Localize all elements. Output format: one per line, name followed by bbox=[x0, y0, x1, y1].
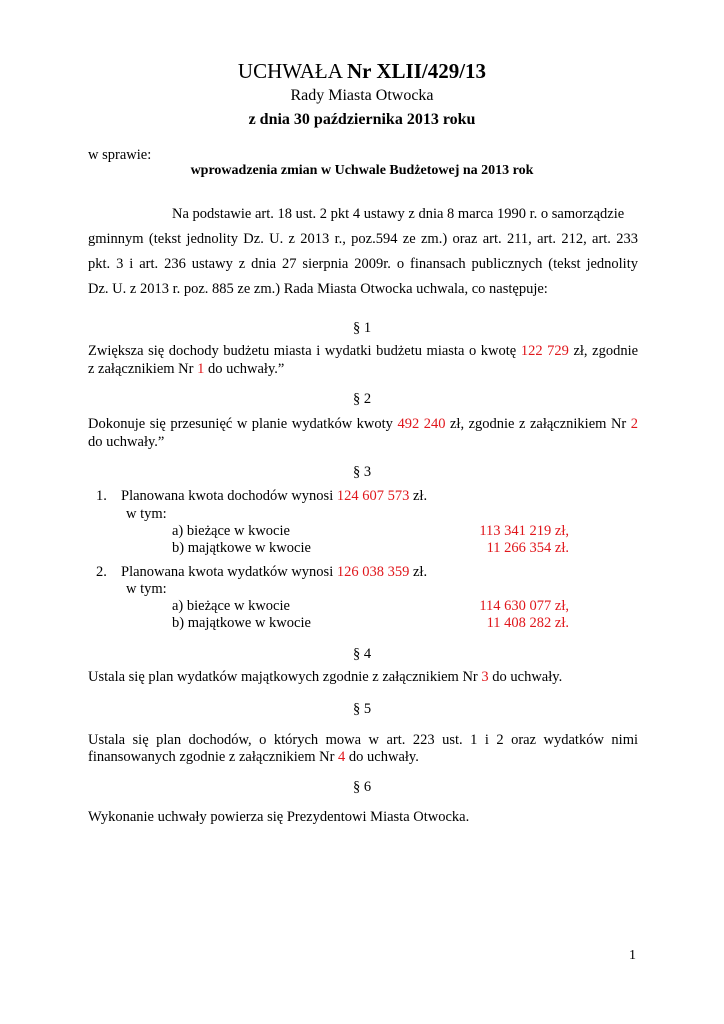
title-prefix: UCHWAŁA bbox=[237, 59, 342, 83]
section-1-amount: 122 729 bbox=[520, 343, 569, 359]
preamble-line-4: Dz. U. z 2013 r. poz. 885 ze zm.) Rada Miasta Otwocka uchwala, co następuje: bbox=[88, 281, 548, 297]
section-4-text-end: do uchwały. bbox=[492, 669, 563, 685]
section-4-attachment-number: 3 bbox=[481, 669, 489, 685]
section-3-mark: § 3 bbox=[352, 464, 372, 480]
section-3-item-1-wtym: w tym: bbox=[126, 506, 167, 522]
section-5-attachment-number: 4 bbox=[338, 749, 346, 765]
section-2-line-2: do uchwały.” bbox=[88, 434, 165, 450]
preamble-line-2: gminnym (tekst jednolity Dz. U. z 2013 r., poz.594 ze zm.) oraz art. 211, art. 212, art. 233 bbox=[88, 231, 638, 247]
title-number: Nr XLII/429/13 bbox=[347, 59, 487, 83]
council-name: Rady Miasta Otwocka bbox=[290, 87, 434, 104]
section-2-text: Dokonuje się przesunięć w planie wydatków kwoty bbox=[88, 416, 393, 432]
section-5-line-2-text: finansowanych zgodnie z załącznikiem Nr bbox=[88, 749, 335, 765]
section-5-line-2-end: do uchwały. bbox=[348, 749, 419, 765]
section-4-mark: § 4 bbox=[352, 646, 372, 662]
section-1-attachment-number: 1 bbox=[197, 361, 205, 377]
income-current-label: a) bieżące w kwocie bbox=[172, 523, 290, 539]
income-total-label: Planowana kwota dochodów wynosi bbox=[121, 488, 334, 504]
income-total-amount: 124 607 573 bbox=[336, 488, 410, 504]
section-1-line-2 bbox=[88, 360, 284, 378]
expense-total-unit: zł. bbox=[412, 564, 428, 580]
section-5-line-1: Ustala się plan dochodów, o których mowa w art. 223 ust. 1 i 2 oraz wydatków nimi bbox=[88, 732, 638, 748]
section-1-line-2-end: do uchwały.” bbox=[207, 361, 285, 377]
page-number: 1 bbox=[629, 948, 636, 963]
resolution-title bbox=[0, 58, 724, 84]
expense-capital-label: b) majątkowe w kwocie bbox=[172, 615, 311, 631]
preamble-line-1: Na podstawie art. 18 ust. 2 pkt 4 ustawy z dnia 8 marca 1990 r. o samorządzie bbox=[172, 206, 625, 222]
section-1-line-2-text: z załącznikiem Nr bbox=[88, 361, 194, 377]
section-3-item-1-number: 1. bbox=[96, 488, 107, 504]
income-current-value: 113 341 219 zł, bbox=[479, 523, 569, 539]
preamble-line-3: pkt. 3 i art. 236 ustawy z dnia 27 sierpnia 2009r. o finansach publicznych (tekst jednolity bbox=[88, 256, 638, 272]
section-1-text-end: zł, zgodnie bbox=[573, 343, 639, 359]
subject-label: w sprawie: bbox=[88, 147, 152, 163]
section-6-text: Wykonanie uchwały powierza się Prezydentowi Miasta Otwocka. bbox=[88, 809, 470, 825]
section-2-text-end: zł, zgodnie z załącznikiem Nr bbox=[449, 416, 627, 432]
section-1-line-1 bbox=[88, 342, 638, 360]
resolution-date: z dnia 30 października 2013 roku bbox=[248, 111, 476, 128]
subject-text: wprowadzenia zmian w Uchwale Budżetowej na 2013 rok bbox=[190, 163, 534, 178]
expense-capital-value: 11 408 282 zł. bbox=[486, 615, 569, 631]
section-1-text: Zwiększa się dochody budżetu miasta i wydatki budżetu miasta o kwotę bbox=[88, 343, 517, 359]
section-4-text-start: Ustala się plan wydatków majątkowych zgodnie z załącznikiem Nr bbox=[88, 669, 478, 685]
income-total-unit: zł. bbox=[412, 488, 428, 504]
expense-current-value: 114 630 077 zł, bbox=[479, 598, 569, 614]
income-capital-label: b) majątkowe w kwocie bbox=[172, 540, 311, 556]
section-3-item-2-wtym: w tym: bbox=[126, 581, 167, 597]
section-2-line-1 bbox=[88, 415, 638, 433]
section-2-attachment-number: 2 bbox=[630, 416, 639, 432]
expense-total-label: Planowana kwota wydatków wynosi bbox=[121, 564, 334, 580]
section-2-amount: 492 240 bbox=[397, 416, 446, 432]
section-6-mark: § 6 bbox=[352, 779, 372, 795]
section-4-text bbox=[88, 668, 562, 686]
section-3-item-2 bbox=[121, 563, 427, 581]
income-capital-value: 11 266 354 zł. bbox=[486, 540, 569, 556]
section-3-item-1 bbox=[121, 487, 427, 505]
section-5-mark: § 5 bbox=[352, 701, 372, 717]
section-2-mark: § 2 bbox=[352, 391, 372, 407]
section-3-item-2-number: 2. bbox=[96, 564, 107, 580]
section-5-line-2 bbox=[88, 748, 419, 766]
expense-current-label: a) bieżące w kwocie bbox=[172, 598, 290, 614]
expense-total-amount: 126 038 359 bbox=[336, 564, 410, 580]
section-1-mark: § 1 bbox=[352, 320, 372, 336]
